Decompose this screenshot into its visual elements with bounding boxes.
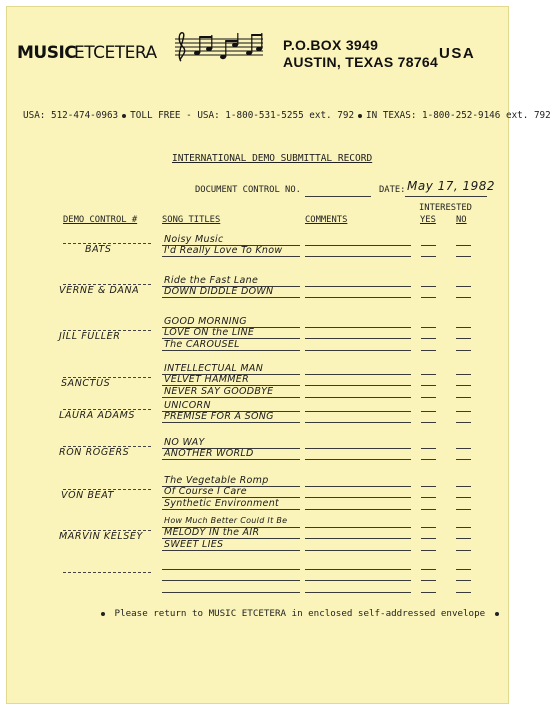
bullet-icon [495,612,499,616]
address-line-2: AUSTIN, TEXAS 78764 [283,54,439,70]
yes-blank [421,459,436,460]
yes-blank [421,422,436,423]
song-line [162,459,300,460]
song-title: NEVER SAY GOODBYE [164,385,274,397]
comments-line [305,397,411,398]
no-blank [456,448,471,449]
phone-numbers-line [23,110,551,121]
song-title: DOWN DIDDLE DOWN [164,286,274,297]
comments-line [305,497,411,498]
artist-name: RON ROGERS [59,446,130,458]
yes-blank [421,550,436,551]
comments-line [305,374,411,375]
song-title: NO WAY [164,436,205,448]
song-title: Synthetic Environment [164,497,280,509]
no-blank [456,527,471,528]
address-line-1: P.O.BOX 3949 [283,37,379,53]
texas-phone: IN TEXAS: 1-800-252-9146 ext. 792 [366,110,551,121]
no-blank [456,592,471,593]
comments-line [305,569,411,570]
column-song-titles: SONG TITLES [162,215,221,225]
no-blank [456,411,471,412]
yes-blank [421,286,436,287]
yes-blank [421,448,436,449]
no-blank [456,374,471,375]
no-blank [456,286,471,287]
logo-music-text: MUSIC [17,43,77,63]
song-title: How Much Better Could It Be [164,515,288,525]
column-comments: COMMENTS [305,215,348,225]
column-yes: YES [420,215,436,225]
yes-blank [421,538,436,539]
yes-blank [421,497,436,498]
artist-name: VON BEAT [61,490,115,502]
no-blank [456,350,471,351]
comments-line [305,509,411,510]
yes-blank [421,385,436,386]
yes-blank [421,297,436,298]
comments-line [305,256,411,257]
song-title: The CAROUSEL [164,338,240,350]
no-blank [456,245,471,246]
artist-name: MARVIN KELSEY [59,531,143,543]
song-title: INTELLECTUAL MAN [164,362,264,374]
footer-text: Please return to MUSIC ETCETERA in enclosed self-addressed envelope [114,608,486,619]
comments-line [305,538,411,539]
country-label: USA [439,45,476,62]
song-title: Noisy Music [164,233,224,245]
no-blank [456,256,471,257]
date-value: May 17, 1982 [407,179,496,193]
song-title: The Vegetable Romp [164,474,269,486]
yes-blank [421,569,436,570]
song-title: UNICORN [164,399,211,411]
no-blank [456,385,471,386]
song-title: GOOD MORNING [164,315,247,327]
comments-line [305,459,411,460]
no-blank [456,397,471,398]
comments-line [305,422,411,423]
artist-name: JILL FULLER [59,331,121,343]
song-title: ANOTHER WORLD [164,448,254,459]
comments-line [305,448,411,449]
no-blank [456,580,471,581]
yes-blank [421,327,436,328]
artist-name: SANCTUS [61,378,111,390]
song-title: VELVET HAMMER [164,374,249,385]
no-blank [456,538,471,539]
column-no: NO [456,215,467,225]
yes-blank [421,486,436,487]
yes-blank [421,397,436,398]
yes-blank [421,509,436,510]
song-line [162,580,300,581]
comments-line [305,527,411,528]
artist-name: LAURA ADAMS [59,409,136,421]
comments-line [305,286,411,287]
yes-blank [421,350,436,351]
usa-phone: USA: 512-474-0963 [23,110,119,121]
yes-blank [421,527,436,528]
document-control-label: DOCUMENT CONTROL NO. [195,185,301,195]
song-title: SWEET LIES [164,538,224,550]
no-blank [456,550,471,551]
comments-line [305,550,411,551]
no-blank [456,497,471,498]
date-blank [405,196,487,197]
yes-blank [421,245,436,246]
song-title: Ride the Fast Lane [164,274,259,286]
column-interested: INTERESTED [419,203,472,213]
bullet-icon [101,612,105,616]
song-title: PREMISE FOR A SONG [164,411,274,422]
comments-line [305,580,411,581]
footer-note [97,608,503,619]
song-line [162,397,300,398]
comments-line [305,411,411,412]
artist-name: VERNE & DANA [59,284,140,296]
no-blank [456,509,471,510]
logo-etcetera-text: ETCETERA [74,43,157,63]
yes-blank [421,411,436,412]
song-line [162,550,300,551]
song-line [162,509,300,510]
song-title: MELODY IN the AIR [164,527,260,538]
comments-line [305,297,411,298]
comments-line [305,486,411,487]
column-demo-control: DEMO CONTROL # [63,215,138,225]
no-blank [456,327,471,328]
song-line [162,592,300,593]
no-blank [456,338,471,339]
song-line [162,422,300,423]
song-line [162,297,300,298]
artist-name: BATS [85,243,112,255]
bullet-icon [358,114,362,118]
no-blank [456,422,471,423]
comments-line [305,245,411,246]
no-blank [456,459,471,460]
comments-line [305,350,411,351]
comments-line [305,338,411,339]
no-blank [456,486,471,487]
yes-blank [421,592,436,593]
document-control-blank [305,196,371,197]
comments-line [305,385,411,386]
song-line [162,569,300,570]
comments-line [305,592,411,593]
song-title: LOVE ON the LINE [164,327,255,338]
music-notes-icon [173,31,265,71]
document-page [6,6,551,704]
song-line [162,256,300,257]
no-blank [456,297,471,298]
song-line [162,350,300,351]
yes-blank [421,256,436,257]
comments-line [305,327,411,328]
date-label: DATE: [379,185,406,195]
no-blank [456,569,471,570]
yes-blank [421,580,436,581]
demo-control-dashes [63,572,151,573]
toll-free-phone: TOLL FREE - USA: 1-800-531-5255 ext. 792 [130,110,355,121]
form-title: INTERNATIONAL DEMO SUBMITTAL RECORD [172,153,373,164]
yes-blank [421,338,436,339]
song-title: I'd Really Love To Know [164,245,283,256]
yes-blank [421,374,436,375]
bullet-icon [122,114,126,118]
song-title: Of Course I Care [164,486,247,497]
